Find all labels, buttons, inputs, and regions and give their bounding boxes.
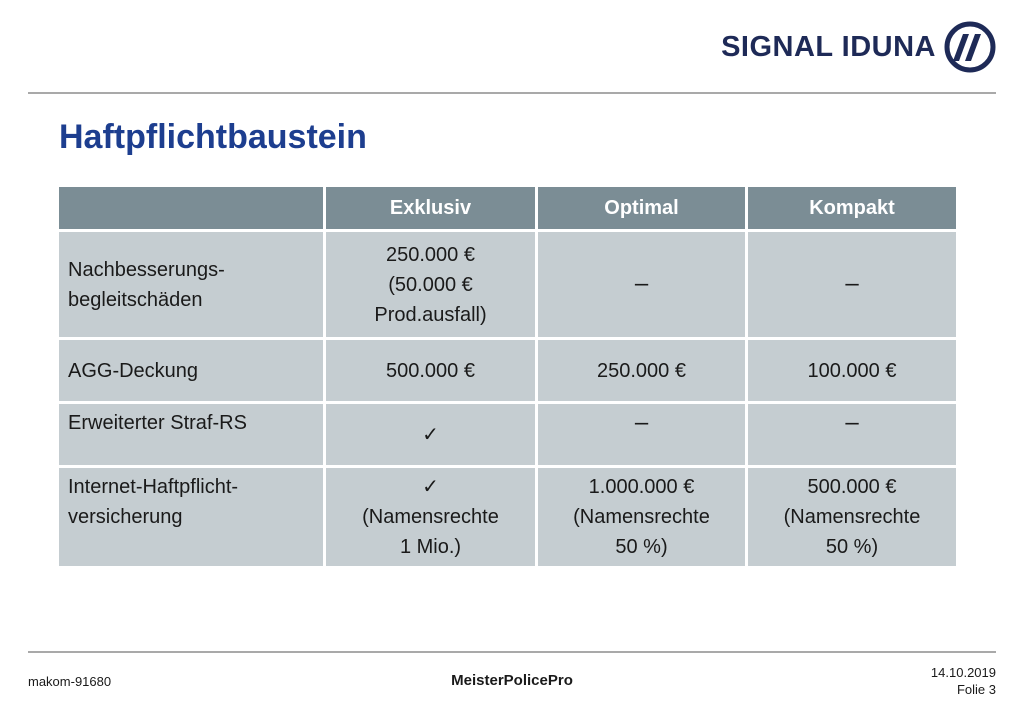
signal-iduna-logo-icon [944, 21, 996, 73]
row-label: Internet-Haftpflicht- versicherung [59, 468, 323, 566]
cell-exklusiv: 250.000 € (50.000 € Prod.ausfall) [326, 232, 535, 337]
row-label: Erweiterter Straf-RS [59, 404, 323, 465]
cell-optimal: 250.000 € [538, 340, 745, 401]
cell-optimal: 1.000.000 € (Namensrechte 50 %) [538, 468, 745, 566]
header-divider [28, 92, 996, 94]
coverage-table [56, 184, 959, 569]
document-code: makom-91680 [28, 674, 112, 689]
cell-kompakt: – [748, 404, 956, 465]
cell-kompakt: – [748, 232, 956, 337]
product-name: MeisterPolicePro [451, 672, 573, 689]
cell-kompakt: 100.000 € [748, 340, 956, 401]
cell-optimal: – [538, 232, 745, 337]
slide-meta [931, 664, 996, 698]
header-exklusiv: Exklusiv [326, 187, 535, 229]
cell-exklusiv [326, 404, 535, 465]
header-kompakt: Kompakt [748, 187, 956, 229]
brand-logo [721, 20, 996, 74]
slide-date: 14.10.2019 [930, 665, 996, 680]
table-row [59, 340, 956, 401]
cell-exklusiv: 500.000 € [326, 340, 535, 401]
table-row [59, 404, 956, 465]
row-label: AGG-Deckung [59, 340, 323, 401]
cell-exklusiv: ✓ (Namensrechte 1 Mio.) [326, 468, 535, 566]
table-header-row [59, 187, 956, 229]
checkmark-icon: ✓ [422, 476, 439, 498]
table-row [59, 232, 956, 337]
cell-optimal: – [538, 404, 745, 465]
row-label: Nachbesserungs- begleitschäden [59, 232, 323, 337]
table-row [59, 468, 956, 566]
brand-name: SIGNAL IDUNA [721, 30, 936, 63]
cell-kompakt: 500.000 € (Namensrechte 50 %) [748, 468, 956, 566]
header-empty-cell [59, 187, 323, 229]
header-optimal: Optimal [538, 187, 745, 229]
checkmark-icon: ✓ [422, 423, 439, 446]
footer-divider [28, 651, 996, 653]
slide-title: Haftpflichtbaustein [59, 118, 367, 156]
slide-number: Folie 3 [956, 682, 996, 697]
